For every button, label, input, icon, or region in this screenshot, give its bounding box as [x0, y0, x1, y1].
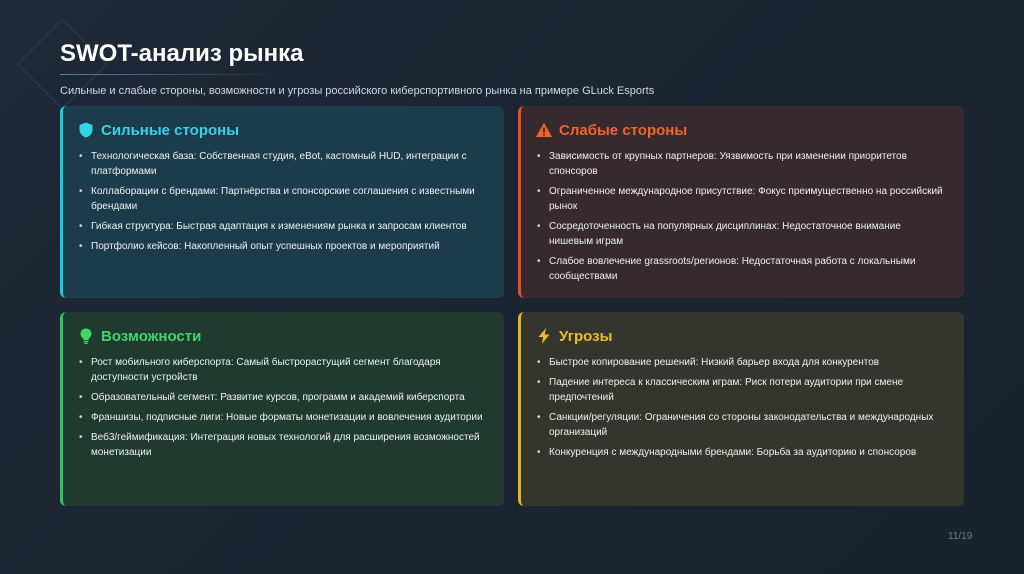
list-item: • Франшизы, подписные лиги: Новые форматы монетизации и вовлечения аудитории	[77, 410, 486, 425]
list-item: • Падение интереса к классическим играм: Риск потери аудитории при смене предпочтений	[535, 375, 946, 405]
list-item: • Гибкая структура: Быстрая адаптация к изменениям рынка и запросам клиентов	[77, 219, 486, 234]
list-item: • Сосредоточенность на популярных дисциплинах: Недостаточное внимание нишевым играм	[535, 219, 946, 249]
list-item: • Веб3/геймификация: Интеграция новых технологий для расширения возможностей монетизации	[77, 430, 486, 460]
strengths-header	[77, 120, 486, 140]
opportunities-list	[77, 355, 486, 460]
opportunities-title: Возможности	[101, 327, 202, 345]
threats-title: Угрозы	[559, 327, 613, 345]
list-item: • Коллаборации с брендами: Партнёрства и спонсорские соглашения с известными брендами	[77, 184, 486, 214]
page-title: SWOT-анализ рынка	[60, 40, 304, 67]
opportunities-header	[77, 326, 486, 346]
weaknesses-card	[518, 106, 964, 298]
opportunities-card	[60, 312, 504, 506]
list-item: • Образовательный сегмент: Развитие курсов, программ и академий киберспорта	[77, 390, 486, 405]
weaknesses-title: Слабые стороны	[559, 121, 688, 139]
strengths-card	[60, 106, 504, 298]
list-item: • Рост мобильного киберспорта: Самый быстрорастущий сегмент благодаря доступности устройств	[77, 355, 486, 385]
list-item: • Портфолио кейсов: Накопленный опыт успешных проектов и мероприятий	[77, 239, 486, 254]
strengths-title: Сильные стороны	[101, 121, 240, 139]
list-item: • Технологическая база: Собственная студия, eBot, кастомный HUD, интеграции с платформами	[77, 149, 486, 179]
threats-header	[535, 326, 946, 346]
list-item: • Ограниченное международное присутствие: Фокус преимущественно на российский рынок	[535, 184, 946, 214]
list-item: • Зависимость от крупных партнеров: Уязвимость при изменении приоритетов спонсоров	[535, 149, 946, 179]
warning-icon	[535, 121, 553, 139]
list-item: • Конкуренция с международными брендами: Борьба за аудиторию и спонсоров	[535, 445, 946, 460]
threats-list	[535, 355, 946, 460]
lightbulb-icon	[77, 327, 95, 345]
list-item: • Санкции/регуляции: Ограничения со стороны законодательства и международных организаций	[535, 410, 946, 440]
title-underline	[60, 74, 280, 75]
lightning-icon	[535, 327, 553, 345]
list-item: • Быстрое копирование решений: Низкий барьер входа для конкурентов	[535, 355, 946, 370]
list-item: • Слабое вовлечение grassroots/регионов: Недостаточная работа с локальными сообществами	[535, 254, 946, 284]
threats-card	[518, 312, 964, 506]
weaknesses-list	[535, 149, 946, 284]
page-subtitle: Сильные и слабые стороны, возможности и угрозы российского киберспортивного рынка на примере GLuck Esports	[60, 85, 655, 97]
shield-icon	[77, 121, 95, 139]
strengths-list	[77, 149, 486, 254]
weaknesses-header	[535, 120, 946, 140]
page-number: 11/19	[948, 531, 973, 542]
